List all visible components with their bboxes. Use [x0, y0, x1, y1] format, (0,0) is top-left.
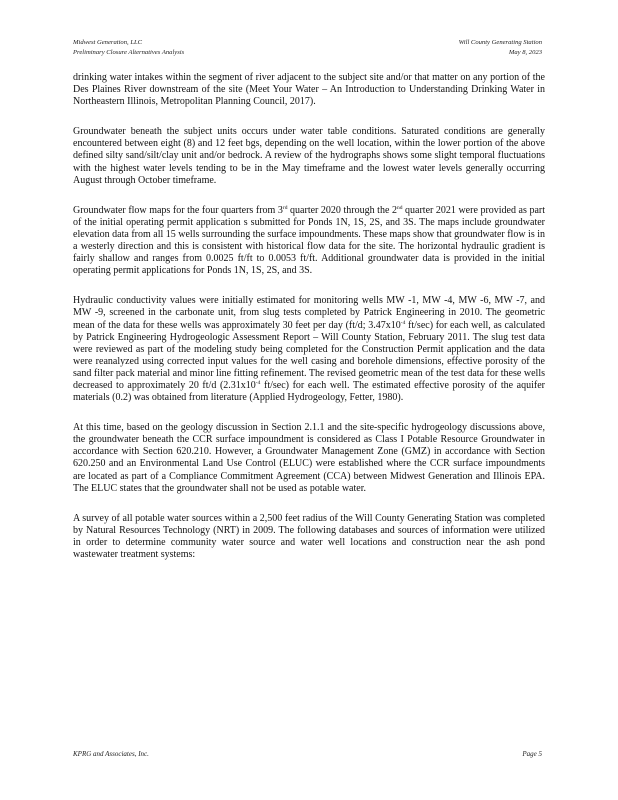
- paragraph-potable-water-survey: A survey of all potable water sources within a 2,500 feet radius of the Will County Generating Station was completed by Natural Resources Technology (NRT) in 2009. The following databases and sources of information were utilized in order to determine community water source and water well locations and construction near the ash pond wastewater treatment systems:: [73, 512, 545, 560]
- superscript: -4: [255, 379, 261, 386]
- text-run: ft/sec) for each well. The estimated effective porosity of the aquifer materials (0.2) was obtained from literature (Applied Hydrogeology, Fetter, 1980).: [73, 379, 546, 404]
- header-company: Midwest Generation, LLC: [73, 39, 143, 46]
- paragraph-hydraulic-conductivity: [73, 295, 545, 404]
- header-left: [73, 38, 184, 58]
- paragraph-groundwater-classification: At this time, based on the geology discussion in Section 2.1.1 and the site-specific hydrogeology discussions above, the groundwater beneath the CCR surface impoundment is considered as Class I Potable Resource Groundwater in accordance with Section 620.210. However, a Groundwater Management Zone (GMZ) in accordance with Section 620.250 and an Environmental Land Use Control (ELUC) were established where the CCR surface impoundments are located as part of a Compliance Commitment Agreement (CCA) between Midwest Generation and Illinois EPA. The ELUC states that the groundwater shall not be used as potable water.: [73, 422, 545, 494]
- text-run: ft/sec) for each well, as calculated by Patrick Engineering Hydrogeologic Assessment Report – Will County Station, February 2011. The slug test data were reviewed as part of the modeling study being completed for the Construction Permit application and the data were reanalyzed using corrected input values for the well casing and borehole dimensions, effective porosity of the sand filter pack material and minor line fitting refinement. The revised geometric mean of the test data for these wells decreased to approximately 20 ft/d (2.31x10: [73, 319, 546, 391]
- header-site-name: Will County Generating Station: [458, 39, 542, 46]
- paragraph-groundwater-conditions: Groundwater beneath the subject units occurs under water table conditions. Saturated conditions are generally encountered between eight (8) and 12 feet bgs, depending on the well location, within the lower portion of the above defined silty sand/silt/clay unit and/or bedrock. A review of the hydrographs shows some slight temporal fluctuations with the highest water levels tending to be in the May timeframe and the lowest water levels generally occurring August through October timeframe.: [73, 126, 545, 186]
- header-document-title: Preliminary Closure Alternatives Analysis: [73, 49, 185, 56]
- header-date: May 8, 2023: [508, 49, 542, 56]
- header-right: [459, 38, 542, 58]
- text-run: quarter 2021 were provided as part of the initial operating permit application s submitted for Ponds 1N, 1S, 2S, and 3S. The maps include groundwater elevation data from all 15 wells surrounding the surface impoundments. These maps show that groundwater flow is in a westerly direction and this is consistent with historical flow data for the site. The horizontal hydraulic gradient is fairly shallow and ranges from 0.0025 ft/ft to 0.0053 ft/ft. Additional groundwater data is provided in the initial operating permit applications for Ponds 1N, 1S, 2S, and 3S.: [73, 204, 546, 277]
- footer-page-number: Page 5: [522, 750, 542, 758]
- footer-company: KPRG and Associates, Inc.: [73, 750, 149, 758]
- superscript: -4: [400, 319, 406, 326]
- paragraph-groundwater-flow-maps: [73, 205, 545, 278]
- text-run: quarter 2020 through the 2: [287, 204, 397, 216]
- paragraph-drinking-water-intakes: drinking water intakes within the segment of river adjacent to the subject site and/or that matter on any portion of the Des Plaines River downstream of the site (Meet Your Water – An Introduction to Understanding Drinking Water in Northeastern Illinois, Metropolitan Planning Council, 2017).: [73, 72, 545, 108]
- text-run: Hydraulic conductivity values were initially estimated for monitoring wells MW -1, MW -4, MW -6, MW -7, and MW -9, screened in the carbonate unit, from slug tests completed by Patrick Engineering in 2010. The geometric mean of the data for these wells was approximately 30 feet per day (ft/d; 3.47x10: [73, 295, 545, 331]
- superscript: rd: [282, 204, 288, 211]
- document-body: [73, 72, 545, 579]
- superscript: nd: [396, 204, 403, 211]
- text-run: Groundwater flow maps for the four quarters from 3: [73, 204, 283, 216]
